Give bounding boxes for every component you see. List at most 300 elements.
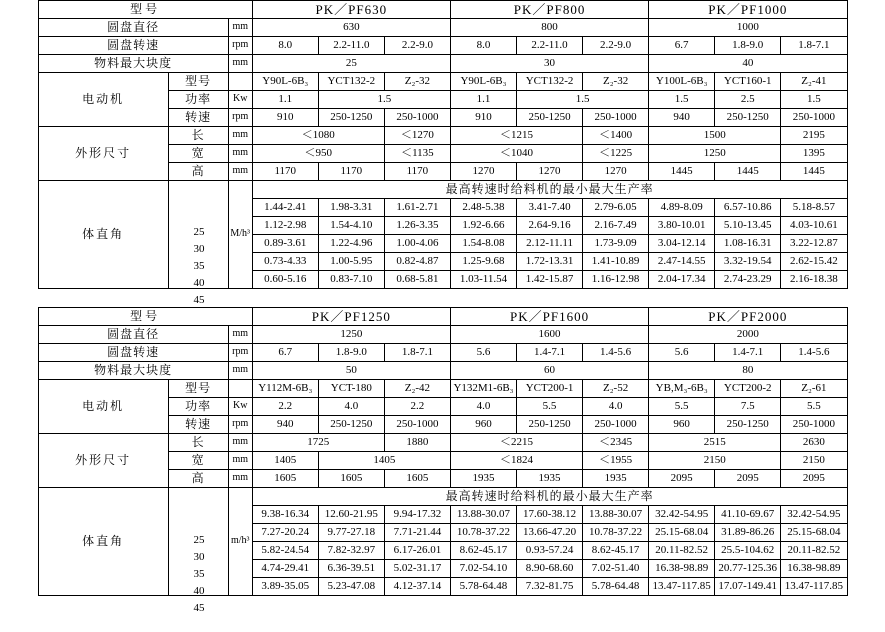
- capacity-40-1: 0.73-4.33: [252, 253, 318, 271]
- capacity-45-9: 13.47-117.85: [781, 578, 847, 596]
- capacity-35-2: 1.22-4.96: [318, 235, 384, 253]
- row-label-height: 高: [168, 163, 228, 181]
- capacity-35-1: 0.89-3.61: [252, 235, 318, 253]
- unit-mm: mm: [228, 163, 252, 181]
- capacity-25-4: 13.88-30.07: [450, 506, 516, 524]
- length-4: ＜1400: [583, 127, 649, 145]
- angle2-label-40: 40: [193, 585, 205, 597]
- disc-speed-4: 8.0: [450, 37, 516, 55]
- height-6: 1935: [583, 470, 649, 488]
- width-3: ＜1824: [450, 452, 582, 470]
- height-1: 1605: [252, 470, 318, 488]
- capacity-40-5: 8.90-68.60: [517, 560, 583, 578]
- row-label-width: 宽: [168, 452, 228, 470]
- motor-power-6: 4.0: [583, 398, 649, 416]
- motor-model-3: Z₂-32: [384, 73, 450, 91]
- length-2: ＜1270: [384, 127, 450, 145]
- disc-speed-5: 1.4-7.1: [517, 344, 583, 362]
- motor-speed-6: 250-1000: [583, 416, 649, 434]
- capacity-30-9: 25.15-68.04: [781, 524, 847, 542]
- capacity-25-3: 1.61-2.71: [384, 199, 450, 217]
- width-6: 1395: [781, 145, 847, 163]
- motor-model-9: Z₂-61: [781, 380, 847, 398]
- capacity-25-4: 2.48-5.38: [450, 199, 516, 217]
- unit-mm: mm: [228, 362, 252, 380]
- motor-power-4: 1.1: [450, 91, 516, 109]
- body-angle-label: 体直角: [82, 534, 125, 548]
- motor-model-9: Z₂-41: [781, 73, 847, 91]
- row-label-motor-model: 型号: [168, 380, 228, 398]
- capacity-35-4: 8.62-45.17: [450, 542, 516, 560]
- motor-power-5: 5.5: [517, 398, 583, 416]
- motor-model-8: YCT160-1: [715, 73, 781, 91]
- motor-model-2: YCT-180: [318, 380, 384, 398]
- row-label-dimensions: [38, 434, 168, 488]
- capacity-45-6: 5.78-64.48: [583, 578, 649, 596]
- motor-speed-7: 960: [649, 416, 715, 434]
- capacity-45-4: 1.03-11.54: [450, 271, 516, 289]
- motor-power-9: 5.5: [781, 398, 847, 416]
- spec-table-1: [38, 0, 848, 289]
- capacity-30-7: 25.15-68.04: [649, 524, 715, 542]
- row-label-disc-diameter: 圆盘直径: [38, 19, 228, 37]
- capacity-40-1: 4.74-29.41: [252, 560, 318, 578]
- max-lump-1: 50: [252, 362, 450, 380]
- capacity-30-4: 1.92-6.66: [450, 217, 516, 235]
- row-label-disc-speed: 圆盘转速: [38, 344, 228, 362]
- angle-column-spacer: [168, 181, 228, 289]
- capacity-40-2: 6.36-39.51: [318, 560, 384, 578]
- width-6: 2150: [781, 452, 847, 470]
- width-4: ＜1955: [583, 452, 649, 470]
- height-5: 1270: [517, 163, 583, 181]
- disc-diameter-3: 1000: [649, 19, 847, 37]
- model-3: PK／PF1000: [649, 1, 847, 19]
- capacity-45-3: 4.12-37.14: [384, 578, 450, 596]
- capacity-40-6: 7.02-51.40: [583, 560, 649, 578]
- model-1: PK／PF1250: [252, 308, 450, 326]
- spec-table-1-wrapper: [0, 0, 885, 289]
- capacity-25-1: 9.38-16.34: [252, 506, 318, 524]
- unit-rpm: rpm: [228, 109, 252, 127]
- height-2: 1170: [318, 163, 384, 181]
- capacity-35-6: 8.62-45.17: [583, 542, 649, 560]
- unit-blank: [228, 73, 252, 91]
- row-label-width: 宽: [168, 145, 228, 163]
- capacity-35-6: 1.73-9.09: [583, 235, 649, 253]
- capacity-30-5: 13.66-47.20: [517, 524, 583, 542]
- unit-rpm: rpm: [228, 416, 252, 434]
- length-4: ＜2345: [583, 434, 649, 452]
- capacity-40-7: 16.38-98.89: [649, 560, 715, 578]
- disc-speed-9: 1.4-5.6: [781, 344, 847, 362]
- capacity-45-1: 0.60-5.16: [252, 271, 318, 289]
- row-label-model: 型号: [38, 1, 252, 19]
- capacity-25-1: 1.44-2.41: [252, 199, 318, 217]
- row-label-max-lump: 物料最大块度: [38, 362, 228, 380]
- capacity-25-2: 1.98-3.31: [318, 199, 384, 217]
- model-2: PK／PF1600: [450, 308, 648, 326]
- capacity-40-9: 2.62-15.42: [781, 253, 847, 271]
- capacity-25-6: 13.88-30.07: [583, 506, 649, 524]
- capacity-45-5: 7.32-81.75: [517, 578, 583, 596]
- row-label-motor-model: 型号: [168, 73, 228, 91]
- capacity-45-2: 5.23-47.08: [318, 578, 384, 596]
- capacity-25-8: 41.10-69.67: [715, 506, 781, 524]
- row-label-model: 型号: [38, 308, 252, 326]
- motor-power-5: 1.5: [517, 91, 649, 109]
- capacity-40-6: 1.41-10.89: [583, 253, 649, 271]
- width-5: 2150: [649, 452, 781, 470]
- capacity-35-5: 2.12-11.11: [517, 235, 583, 253]
- row-label-disc-diameter: 圆盘直径: [38, 326, 228, 344]
- capacity-45-7: 13.47-117.85: [649, 578, 715, 596]
- row-label-length: 长: [168, 127, 228, 145]
- capacity-45-1: 3.89-35.05: [252, 578, 318, 596]
- motor-speed-8: 250-1250: [715, 416, 781, 434]
- capacity-45-4: 5.78-64.48: [450, 578, 516, 596]
- disc-speed-8: 1.4-7.1: [715, 344, 781, 362]
- table-row-model: [38, 308, 847, 326]
- table-row-length: [38, 434, 847, 452]
- motor-power-2: 1.5: [318, 91, 450, 109]
- width-5: 1250: [649, 145, 781, 163]
- capacity-45-2: 0.83-7.10: [318, 271, 384, 289]
- dimensions-line-1: 外形尺寸: [75, 453, 132, 467]
- angle-label-30: 30: [193, 243, 205, 255]
- length-6: 2195: [781, 127, 847, 145]
- motor-power-2: 4.0: [318, 398, 384, 416]
- motor-model-2: YCT132-2: [318, 73, 384, 91]
- unit-mm: mm: [228, 145, 252, 163]
- angle2-label-30: 30: [193, 551, 205, 563]
- capacity-35-1: 5.82-24.54: [252, 542, 318, 560]
- motor-speed-2: 250-1250: [318, 416, 384, 434]
- table-row-max-lump: [38, 55, 847, 73]
- height-4: 1935: [450, 470, 516, 488]
- capacity-40-8: 3.32-19.54: [715, 253, 781, 271]
- motor-power-7: 5.5: [649, 398, 715, 416]
- table-row-motor-model: [38, 73, 847, 91]
- disc-speed-4: 5.6: [450, 344, 516, 362]
- row-label-dimensions: [38, 127, 168, 181]
- capacity-45-3: 0.68-5.81: [384, 271, 450, 289]
- motor-speed-4: 910: [450, 109, 516, 127]
- capacity-35-9: 3.22-12.87: [781, 235, 847, 253]
- unit-m3h: M/h³: [228, 181, 252, 289]
- table-row-model: [38, 1, 847, 19]
- capacity-35-5: 0.93-57.24: [517, 542, 583, 560]
- motor-speed-1: 910: [252, 109, 318, 127]
- capacity-35-4: 1.54-8.08: [450, 235, 516, 253]
- capacity-45-8: 17.07-149.41: [715, 578, 781, 596]
- capacity-25-6: 2.79-6.05: [583, 199, 649, 217]
- disc-diameter-2: 800: [450, 19, 648, 37]
- motor-speed-5: 250-1250: [517, 416, 583, 434]
- unit-mm: mm: [228, 452, 252, 470]
- disc-speed-1: 6.7: [252, 344, 318, 362]
- disc-diameter-1: 630: [252, 19, 450, 37]
- max-lump-1: 25: [252, 55, 450, 73]
- capacity-30-3: 1.26-3.35: [384, 217, 450, 235]
- width-2: ＜1135: [384, 145, 450, 163]
- capacity-35-9: 20.11-82.52: [781, 542, 847, 560]
- height-3: 1170: [384, 163, 450, 181]
- table-row-capacity-banner: [38, 488, 847, 506]
- angle2-label-25: 25: [193, 534, 205, 546]
- table-row-disc-diameter: [38, 326, 847, 344]
- capacity-40-3: 0.82-4.87: [384, 253, 450, 271]
- capacity-30-1: 1.12-2.98: [252, 217, 318, 235]
- spec-table-2-wrapper: [0, 307, 885, 596]
- capacity-40-4: 1.25-9.68: [450, 253, 516, 271]
- height-9: 1445: [781, 163, 847, 181]
- capacity-25-3: 9.94-17.32: [384, 506, 450, 524]
- width-1: 1405: [252, 452, 318, 470]
- capacity-30-2: 1.54-4.10: [318, 217, 384, 235]
- height-7: 1445: [649, 163, 715, 181]
- disc-speed-9: 1.8-7.1: [781, 37, 847, 55]
- disc-diameter-1: 1250: [252, 326, 450, 344]
- capacity-45-7: 2.04-17.34: [649, 271, 715, 289]
- capacity-30-5: 2.64-9.16: [517, 217, 583, 235]
- row-label-length: 长: [168, 434, 228, 452]
- capacity-30-1: 7.27-20.24: [252, 524, 318, 542]
- length-5: 1500: [649, 127, 781, 145]
- height-8: 2095: [715, 470, 781, 488]
- row-label-motor-speed: 转速: [168, 416, 228, 434]
- motor-model-1: Y112M-6B₃: [252, 380, 318, 398]
- motor-power-4: 4.0: [450, 398, 516, 416]
- model-1: PK／PF630: [252, 1, 450, 19]
- unit-mm: mm: [228, 127, 252, 145]
- motor-speed-5: 250-1250: [517, 109, 583, 127]
- capacity-25-2: 12.60-21.95: [318, 506, 384, 524]
- motor-speed-9: 250-1000: [781, 109, 847, 127]
- max-lump-3: 80: [649, 362, 847, 380]
- unit-mm: mm: [228, 470, 252, 488]
- capacity-30-8: 31.89-86.26: [715, 524, 781, 542]
- unit-m3h: m/h³: [228, 488, 252, 596]
- disc-speed-3: 2.2-9.0: [384, 37, 450, 55]
- capacity-25-7: 4.89-8.09: [649, 199, 715, 217]
- motor-speed-3: 250-1000: [384, 109, 450, 127]
- row-label-motor-power: 功率: [168, 398, 228, 416]
- motor-speed-9: 250-1000: [781, 416, 847, 434]
- angle-label-25: 25: [193, 226, 205, 238]
- motor-model-5: YCT200-1: [517, 380, 583, 398]
- capacity-25-5: 3.41-7.40: [517, 199, 583, 217]
- height-4: 1270: [450, 163, 516, 181]
- motor-power-1: 1.1: [252, 91, 318, 109]
- disc-speed-1: 8.0: [252, 37, 318, 55]
- height-1: 1170: [252, 163, 318, 181]
- table-row-max-lump: [38, 362, 847, 380]
- capacity-banner: 最高转速时给料机的最小最大生产率: [252, 181, 847, 199]
- capacity-25-8: 6.57-10.86: [715, 199, 781, 217]
- capacity-45-5: 1.42-15.87: [517, 271, 583, 289]
- capacity-30-3: 7.71-21.44: [384, 524, 450, 542]
- disc-speed-6: 2.2-9.0: [583, 37, 649, 55]
- motor-model-6: Z₂-52: [583, 380, 649, 398]
- capacity-30-4: 10.78-37.22: [450, 524, 516, 542]
- height-3: 1605: [384, 470, 450, 488]
- angle-label-40: 40: [193, 277, 205, 289]
- unit-mm: mm: [228, 434, 252, 452]
- table-row-disc-diameter: [38, 19, 847, 37]
- row-label-height: 高: [168, 470, 228, 488]
- row-label-body-angle: [38, 181, 168, 289]
- motor-speed-7: 940: [649, 109, 715, 127]
- disc-speed-7: 6.7: [649, 37, 715, 55]
- spec-table-2: [38, 307, 848, 596]
- unit-blank: [228, 380, 252, 398]
- motor-model-7: Y100L-6B₃: [649, 73, 715, 91]
- capacity-25-5: 17.60-38.12: [517, 506, 583, 524]
- row-label-motor: 电动机: [38, 380, 168, 434]
- max-lump-3: 40: [649, 55, 847, 73]
- capacity-40-3: 5.02-31.17: [384, 560, 450, 578]
- capacity-35-8: 1.08-16.31: [715, 235, 781, 253]
- table-row-motor-model: [38, 380, 847, 398]
- motor-power-7: 1.5: [649, 91, 715, 109]
- angle2-label-35: 35: [193, 568, 205, 580]
- unit-mm: mm: [228, 326, 252, 344]
- width-3: ＜1040: [450, 145, 582, 163]
- angle2-label-45: 45: [193, 602, 205, 614]
- disc-speed-7: 5.6: [649, 344, 715, 362]
- angle-column-spacer: [168, 488, 228, 596]
- table-gap: [0, 289, 885, 307]
- dimensions-line-1: 外形尺寸: [75, 146, 132, 160]
- motor-speed-6: 250-1000: [583, 109, 649, 127]
- capacity-25-9: 32.42-54.95: [781, 506, 847, 524]
- capacity-30-9: 4.03-10.61: [781, 217, 847, 235]
- capacity-banner: 最高转速时给料机的最小最大生产率: [252, 488, 847, 506]
- unit-kw: Kw: [228, 91, 252, 109]
- capacity-30-8: 5.10-13.45: [715, 217, 781, 235]
- capacity-35-2: 7.82-32.97: [318, 542, 384, 560]
- capacity-30-6: 10.78-37.22: [583, 524, 649, 542]
- capacity-40-8: 20.77-125.36: [715, 560, 781, 578]
- motor-model-5: YCT132-2: [517, 73, 583, 91]
- capacity-40-5: 1.72-13.31: [517, 253, 583, 271]
- disc-diameter-2: 1600: [450, 326, 648, 344]
- model-2: PK／PF800: [450, 1, 648, 19]
- capacity-40-9: 16.38-98.89: [781, 560, 847, 578]
- capacity-30-7: 3.80-10.01: [649, 217, 715, 235]
- disc-speed-8: 1.8-9.0: [715, 37, 781, 55]
- angle-label-35: 35: [193, 260, 205, 272]
- motor-power-8: 7.5: [715, 398, 781, 416]
- capacity-30-2: 9.77-27.18: [318, 524, 384, 542]
- motor-speed-4: 960: [450, 416, 516, 434]
- table-row-disc-speed: [38, 344, 847, 362]
- motor-speed-3: 250-1000: [384, 416, 450, 434]
- unit-mm: mm: [228, 19, 252, 37]
- disc-speed-2: 2.2-11.0: [318, 37, 384, 55]
- capacity-45-6: 1.16-12.98: [583, 271, 649, 289]
- motor-speed-8: 250-1250: [715, 109, 781, 127]
- height-2: 1605: [318, 470, 384, 488]
- disc-speed-6: 1.4-5.6: [583, 344, 649, 362]
- length-5: 2515: [649, 434, 781, 452]
- height-5: 1935: [517, 470, 583, 488]
- row-label-disc-speed: 圆盘转速: [38, 37, 228, 55]
- motor-speed-2: 250-1250: [318, 109, 384, 127]
- table-row-length: [38, 127, 847, 145]
- motor-power-9: 1.5: [781, 91, 847, 109]
- motor-model-3: Z₂-42: [384, 380, 450, 398]
- motor-model-8: YCT200-2: [715, 380, 781, 398]
- capacity-45-8: 2.74-23.29: [715, 271, 781, 289]
- capacity-35-7: 20.11-82.52: [649, 542, 715, 560]
- row-label-body-angle: [38, 488, 168, 596]
- height-7: 2095: [649, 470, 715, 488]
- unit-rpm: rpm: [228, 344, 252, 362]
- capacity-30-6: 2.16-7.49: [583, 217, 649, 235]
- unit-rpm: rpm: [228, 37, 252, 55]
- disc-diameter-3: 2000: [649, 326, 847, 344]
- angle-label-45: 45: [193, 294, 205, 306]
- unit-kw: Kw: [228, 398, 252, 416]
- unit-mm: mm: [228, 55, 252, 73]
- height-9: 2095: [781, 470, 847, 488]
- length-1: ＜1080: [252, 127, 384, 145]
- capacity-25-7: 32.42-54.95: [649, 506, 715, 524]
- capacity-35-7: 3.04-12.14: [649, 235, 715, 253]
- motor-model-1: Y90L-6B₃: [252, 73, 318, 91]
- capacity-35-8: 25.5-104.62: [715, 542, 781, 560]
- motor-power-1: 2.2: [252, 398, 318, 416]
- length-3: ＜1215: [450, 127, 582, 145]
- capacity-40-4: 7.02-54.10: [450, 560, 516, 578]
- capacity-40-2: 1.00-5.95: [318, 253, 384, 271]
- width-1: ＜950: [252, 145, 384, 163]
- length-3: ＜2215: [450, 434, 582, 452]
- motor-speed-1: 940: [252, 416, 318, 434]
- capacity-35-3: 1.00-4.06: [384, 235, 450, 253]
- motor-model-4: Y90L-6B₃: [450, 73, 516, 91]
- table-row-disc-speed: [38, 37, 847, 55]
- length-6: 2630: [781, 434, 847, 452]
- capacity-35-3: 6.17-26.01: [384, 542, 450, 560]
- table-row-capacity-banner: [38, 181, 847, 199]
- row-label-motor: 电动机: [38, 73, 168, 127]
- motor-model-4: Y132M1-6B₃: [450, 380, 516, 398]
- disc-speed-5: 2.2-11.0: [517, 37, 583, 55]
- row-label-motor-power: 功率: [168, 91, 228, 109]
- height-8: 1445: [715, 163, 781, 181]
- length-2: 1880: [384, 434, 450, 452]
- disc-speed-3: 1.8-7.1: [384, 344, 450, 362]
- motor-power-3: 2.2: [384, 398, 450, 416]
- width-2: 1405: [318, 452, 450, 470]
- model-3: PK／PF2000: [649, 308, 847, 326]
- length-1: 1725: [252, 434, 384, 452]
- max-lump-2: 60: [450, 362, 648, 380]
- capacity-40-7: 2.47-14.55: [649, 253, 715, 271]
- motor-model-7: YB,M₃-6B₃: [649, 380, 715, 398]
- row-label-motor-speed: 转速: [168, 109, 228, 127]
- motor-model-6: Z₂-32: [583, 73, 649, 91]
- body-angle-label: 体直角: [82, 227, 125, 241]
- height-6: 1270: [583, 163, 649, 181]
- motor-power-8: 2.5: [715, 91, 781, 109]
- capacity-25-9: 5.18-8.57: [781, 199, 847, 217]
- max-lump-2: 30: [450, 55, 648, 73]
- width-4: ＜1225: [583, 145, 649, 163]
